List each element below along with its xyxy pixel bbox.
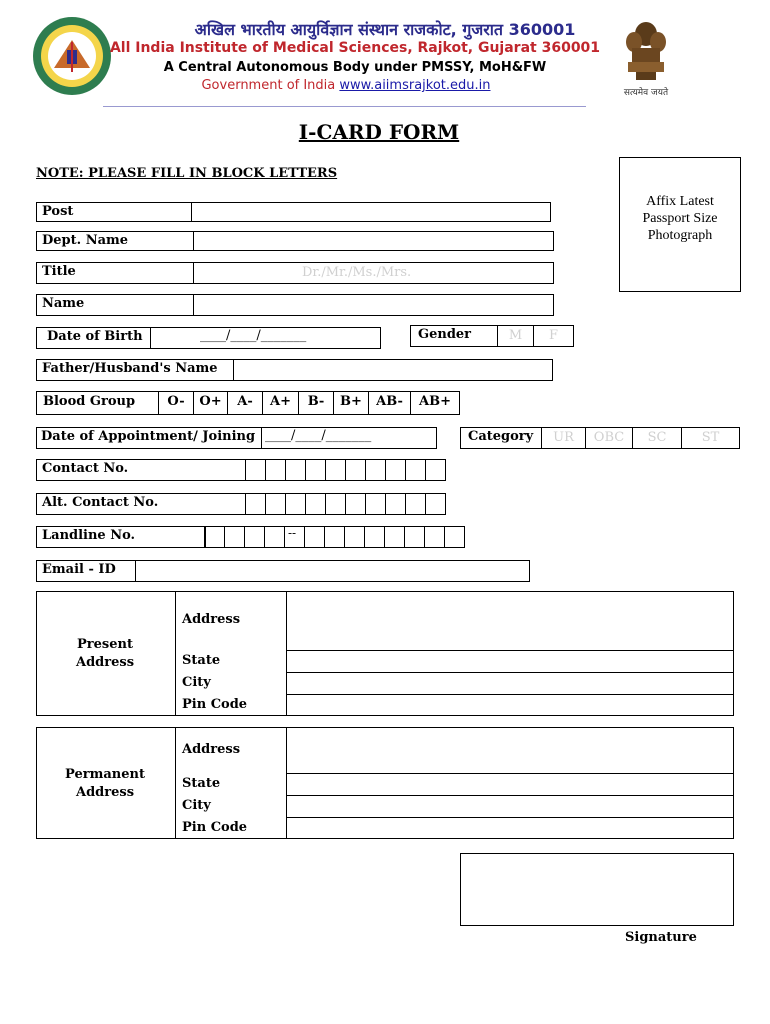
blood-group-b-neg[interactable]: B- <box>298 391 334 415</box>
blood-group-o-neg[interactable]: O- <box>158 391 194 415</box>
permanent-city-label: City <box>182 798 211 813</box>
landline-digit-boxes[interactable] <box>205 526 465 548</box>
present-state-input[interactable] <box>287 651 733 671</box>
blood-group-a-pos[interactable]: A+ <box>262 391 299 415</box>
category-option-ur[interactable]: UR <box>541 427 586 449</box>
present-pin-input[interactable] <box>287 695 733 715</box>
present-city-input[interactable] <box>287 673 733 693</box>
father-input[interactable] <box>233 359 553 381</box>
email-label: Email - ID <box>42 562 116 577</box>
present-address-field-label: Address <box>182 612 241 627</box>
permanent-city-input[interactable] <box>287 796 733 816</box>
contact-label: Contact No. <box>42 461 129 476</box>
post-input[interactable] <box>191 202 551 222</box>
present-address-label: Present Address <box>75 637 135 670</box>
dept-label: Dept. Name <box>42 233 129 248</box>
category-option-sc[interactable]: SC <box>632 427 682 449</box>
present-city-label: City <box>182 675 211 690</box>
present-state-label: State <box>182 653 221 668</box>
dob-label: Date of Birth <box>47 329 143 344</box>
landline-separator: -- <box>288 526 297 540</box>
signature-box[interactable] <box>460 853 734 926</box>
emblem-caption: सत्यमेव जयते <box>623 88 669 98</box>
father-label: Father/Husband's Name <box>42 361 218 376</box>
present-pin-label: Pin Code <box>182 697 248 712</box>
category-option-st[interactable]: ST <box>681 427 740 449</box>
header-hindi-title: अखिल भारतीय आयुर्विज्ञान संस्थान राजकोट, गुजरात 360001 <box>194 20 576 39</box>
blood-group-label: Blood Group <box>43 394 136 409</box>
blood-group-o-pos[interactable]: O+ <box>193 391 228 415</box>
permanent-address-input[interactable] <box>287 728 733 772</box>
form-title: I-CARD FORM <box>298 120 460 144</box>
permanent-pin-input[interactable] <box>287 818 733 838</box>
gender-label: Gender <box>418 327 472 342</box>
permanent-divider-1 <box>175 727 176 839</box>
present-address-input[interactable] <box>287 592 733 649</box>
blood-group-ab-neg[interactable]: AB- <box>368 391 411 415</box>
alt-contact-digit-boxes[interactable] <box>246 493 446 515</box>
name-label: Name <box>42 296 85 311</box>
alt-contact-label: Alt. Contact No. <box>42 495 159 510</box>
photo-instruction: Affix Latest Passport Size Photograph <box>642 194 718 243</box>
category-label: Category <box>468 429 534 444</box>
post-label: Post <box>42 204 74 219</box>
blood-group-b-pos[interactable]: B+ <box>333 391 369 415</box>
header-subtitle: A Central Autonomous Body under PMSSY, MoH&FW <box>163 60 547 75</box>
gender-option-f[interactable]: F <box>533 325 574 347</box>
signature-label: Signature <box>625 930 697 945</box>
header-government-line <box>0 78 692 93</box>
title-label: Title <box>42 264 76 279</box>
header-rule <box>103 106 586 107</box>
permanent-address-label: Permanent Address <box>65 767 145 800</box>
contact-digit-boxes[interactable] <box>246 459 446 481</box>
permanent-pin-label: Pin Code <box>182 820 248 835</box>
blood-group-ab-pos[interactable]: AB+ <box>410 391 460 415</box>
gender-option-m[interactable]: M <box>497 325 534 347</box>
header-english-title: All India Institute of Medical Sciences, Rajkot, Gujarat 360001 <box>109 40 601 56</box>
photo-box[interactable] <box>619 157 741 292</box>
doa-label: Date of Appointment/ Joining <box>41 429 256 444</box>
permanent-state-label: State <box>182 776 221 791</box>
permanent-address-field-label: Address <box>182 742 241 757</box>
present-divider-1 <box>175 591 176 716</box>
email-input[interactable] <box>135 560 530 582</box>
permanent-state-input[interactable] <box>287 774 733 794</box>
doa-blank: ____/____/_______ <box>265 428 372 443</box>
name-input[interactable] <box>193 294 554 316</box>
category-option-obc[interactable]: OBC <box>585 427 633 449</box>
government-text: Government of India <box>201 78 340 93</box>
blood-group-a-neg[interactable]: A- <box>227 391 263 415</box>
form-note: NOTE: PLEASE FILL IN BLOCK LETTERS <box>36 166 338 181</box>
dob-blank: ____/____/_______ <box>200 328 307 343</box>
dept-input[interactable] <box>193 231 554 251</box>
landline-label: Landline No. <box>42 528 136 543</box>
national-emblem-icon <box>622 18 670 82</box>
website-link[interactable]: www.aiimsrajkot.edu.in <box>339 78 491 93</box>
title-placeholder: Dr./Mr./Ms./Mrs. <box>302 265 412 280</box>
